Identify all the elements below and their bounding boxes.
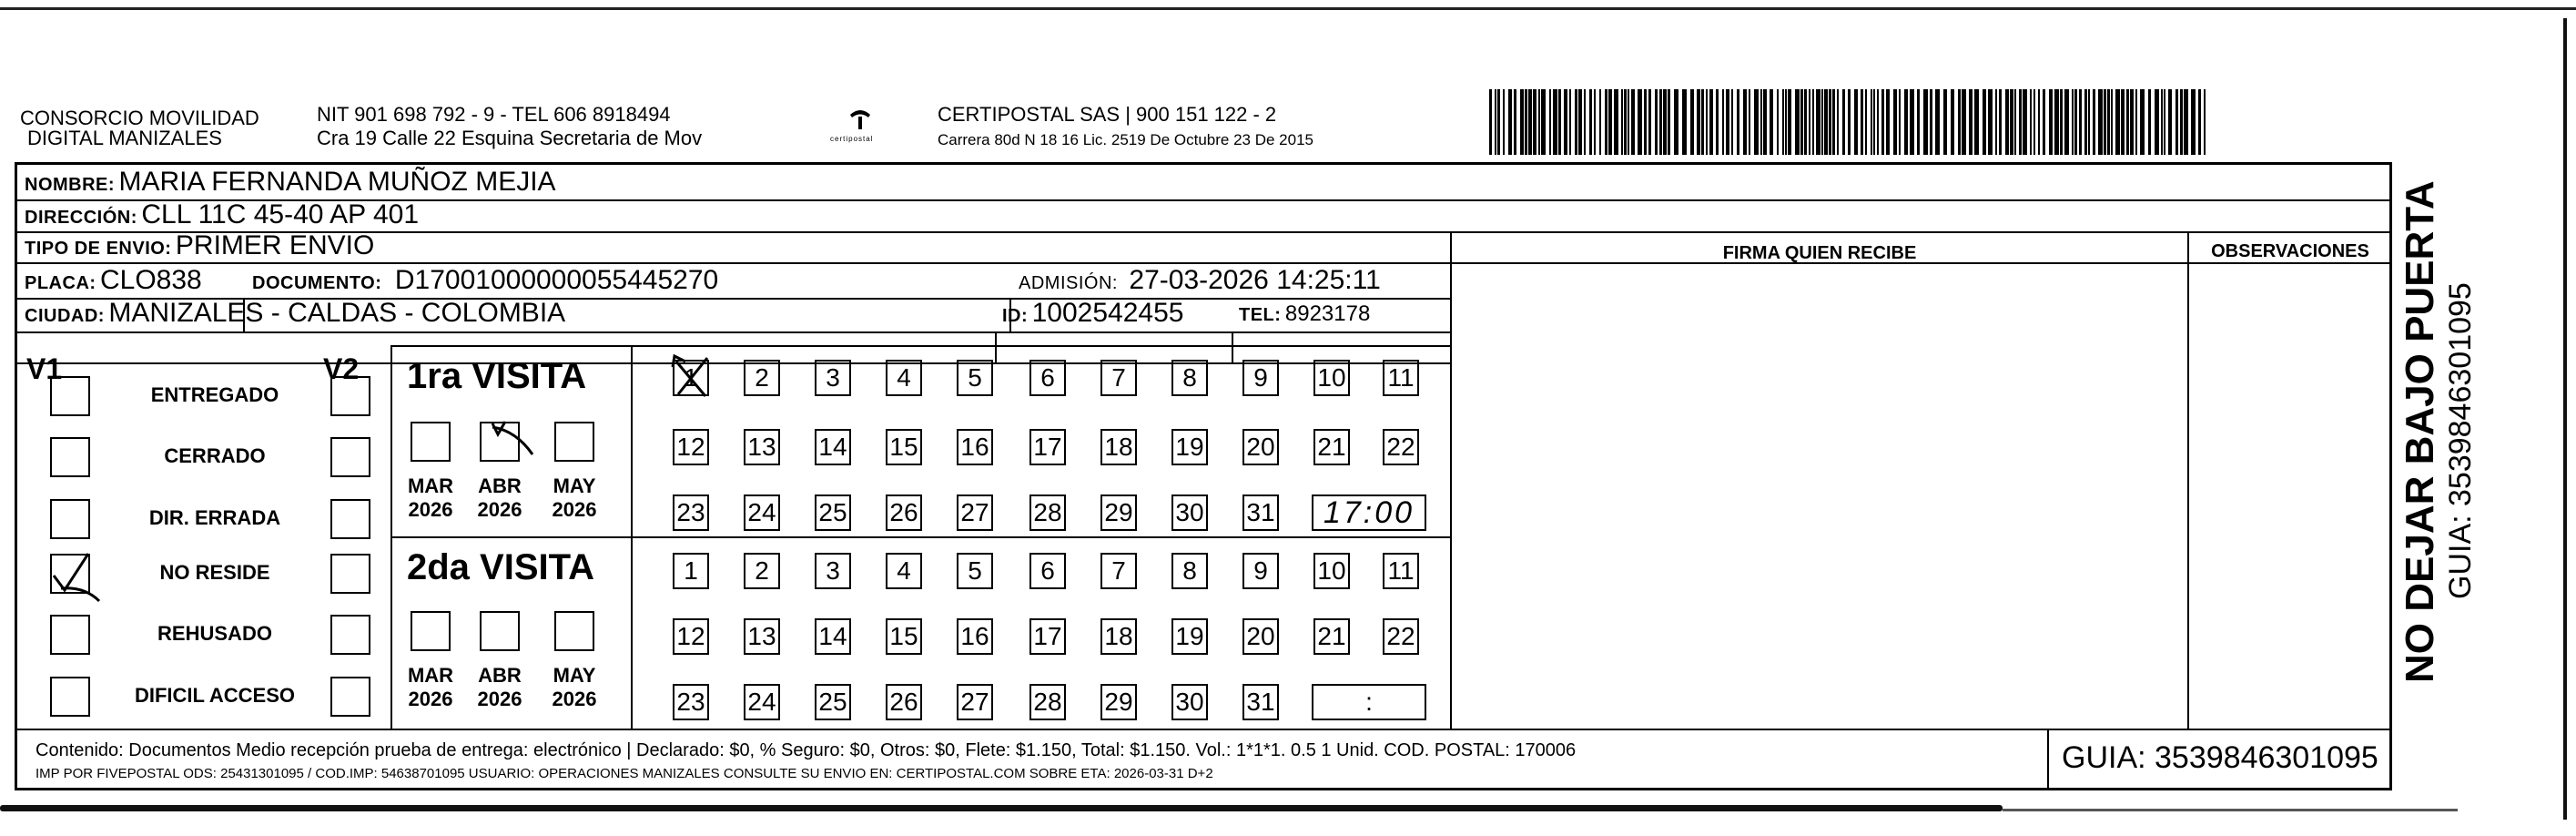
v2-status-checkbox[interactable] <box>330 376 370 416</box>
tipo-envio-value: PRIMER ENVIO <box>175 230 375 260</box>
first-visit-day[interactable] <box>1383 429 1419 465</box>
second-visit-day[interactable] <box>1029 684 1066 720</box>
day-number: 18 <box>1104 622 1133 650</box>
day-number: 30 <box>1175 498 1204 526</box>
second-visit-day[interactable] <box>957 553 993 589</box>
second-visit-day[interactable] <box>815 684 851 720</box>
second-visit-day[interactable] <box>1100 618 1137 655</box>
day-number: 6 <box>1040 363 1055 392</box>
nombre-value: MARIA FERNANDA MUÑOZ MEJIA <box>118 167 556 197</box>
first-visit-day[interactable] <box>957 494 993 531</box>
time-value: : <box>1365 688 1373 716</box>
v1-label: V1 <box>26 352 63 385</box>
day-number: 15 <box>889 433 918 461</box>
footer-print-line: IMP POR FIVEPOSTAL ODS: 25431301095 / COD.IMP: 54638701095 USUARIO: OPERACIONES MANIZALES CONSULTE SU ENVIO EN: CERTIPOSTAL.COM SOBRE ETA: 2026-03-31 D+2 <box>35 766 1213 781</box>
day-number: 22 <box>1386 433 1415 461</box>
company-nit: NIT 901 698 792 - 9 - TEL 606 8918494 <box>317 103 671 126</box>
day-check-mark <box>669 354 718 410</box>
month-label: ABR <box>478 474 522 497</box>
first-visit-day[interactable] <box>957 360 993 396</box>
ciudad-value: MANIZALES - CALDAS - COLOMBIA <box>108 298 566 328</box>
day-number: 1 <box>684 363 698 392</box>
second-visit-day[interactable] <box>815 618 851 655</box>
first-visit-time[interactable] <box>1312 494 1426 531</box>
status-label: CERRADO <box>164 444 266 467</box>
first-visit-day[interactable] <box>1242 429 1279 465</box>
second-visit-day[interactable] <box>1100 684 1137 720</box>
day-number: 9 <box>1253 556 1268 585</box>
first-visit-day[interactable] <box>1171 429 1208 465</box>
day-number: 15 <box>889 622 918 650</box>
month-year-label <box>547 474 602 522</box>
year-label: 2026 <box>408 498 453 521</box>
documento-value: D17001000000055445270 <box>394 265 719 295</box>
v1-status-checkbox[interactable] <box>50 677 90 717</box>
day-number: 25 <box>818 688 847 716</box>
second-visit-day[interactable] <box>1171 618 1208 655</box>
courier-name: CERTIPOSTAL SAS | 900 151 122 - 2 <box>938 103 1277 126</box>
day-number: 29 <box>1104 688 1133 716</box>
id-value: 1002542455 <box>1031 298 1184 328</box>
day-number: 16 <box>960 622 989 650</box>
second-visit-day[interactable] <box>957 684 993 720</box>
status-label: REHUSADO <box>157 622 272 645</box>
first-visit-day[interactable] <box>673 360 709 396</box>
day-number: 31 <box>1246 688 1275 716</box>
nombre-label: NOMBRE: <box>25 175 116 195</box>
second-visit-day[interactable] <box>1171 684 1208 720</box>
month-year-label <box>547 664 602 711</box>
courier-logo <box>847 107 874 133</box>
day-number: 20 <box>1246 433 1275 461</box>
month-year-label <box>472 664 527 711</box>
first-visit-day[interactable] <box>886 429 922 465</box>
right-edge-line <box>2563 18 2567 820</box>
day-number: 21 <box>1317 433 1346 461</box>
v2-status-checkbox[interactable] <box>330 615 370 655</box>
nombre-row <box>25 167 556 198</box>
placa-cell <box>25 265 202 296</box>
time-value: 17:00 <box>1323 494 1415 530</box>
second-visit-day[interactable] <box>957 618 993 655</box>
second-visit-day[interactable] <box>886 684 922 720</box>
v1-status-checkbox[interactable] <box>50 499 90 539</box>
footer-content-line: Contenido: Documentos Medio recepción prueba de entrega: electrónico | Declarado: $0, % Seguro: $0, Otros: $0, Flete: $1.150, Total: $1.150. Vol.: 1*1*1. 0.5 1 Unid. COD. POSTAL: 170006 <box>35 740 1577 760</box>
day-number: 18 <box>1104 433 1133 461</box>
placa-label: PLACA: <box>25 273 96 293</box>
second-visit-day[interactable] <box>1029 553 1066 589</box>
tipo-envio-label: TIPO DE ENVIO: <box>25 239 172 259</box>
month-checkbox[interactable] <box>480 611 520 651</box>
second-visit-day[interactable] <box>673 684 709 720</box>
direccion-label: DIRECCIÓN: <box>25 208 137 228</box>
month-label: MAR <box>407 474 454 497</box>
day-number: 1 <box>684 556 698 585</box>
documento-label: DOCUMENTO: <box>252 273 382 293</box>
status-label: ENTREGADO <box>150 383 279 406</box>
first-visit-day[interactable] <box>1029 360 1066 396</box>
month-checkbox[interactable] <box>411 611 451 651</box>
v1-status-checkbox[interactable] <box>50 437 90 477</box>
tel-value: 8923178 <box>1284 301 1371 326</box>
col-divider <box>2047 729 2049 790</box>
first-visit-day[interactable] <box>1171 360 1208 396</box>
first-visit-day[interactable] <box>1029 494 1066 531</box>
first-visit-day[interactable] <box>1242 494 1279 531</box>
second-visit-day[interactable] <box>1383 553 1419 589</box>
first-visit-day[interactable] <box>1100 494 1137 531</box>
day-number: 26 <box>889 498 918 526</box>
second-visit-title: 2da VISITA <box>407 547 594 587</box>
status-label: NO RESIDE <box>159 561 270 584</box>
first-visit-day[interactable] <box>744 494 780 531</box>
day-number: 24 <box>747 498 776 526</box>
day-number: 14 <box>818 622 847 650</box>
day-number: 2 <box>755 363 769 392</box>
row-divider <box>17 331 1452 333</box>
tel-label: TEL: <box>1239 305 1282 325</box>
day-number: 23 <box>676 498 705 526</box>
day-number: 13 <box>747 433 776 461</box>
day-number: 13 <box>747 622 776 650</box>
admision-value: 27-03-2026 14:25:11 <box>1129 265 1381 295</box>
day-number: 27 <box>960 498 989 526</box>
day-number: 28 <box>1033 498 1062 526</box>
bottom-edge-line <box>2003 809 2458 811</box>
day-number: 3 <box>826 363 840 392</box>
second-visit-day[interactable] <box>744 618 780 655</box>
second-visit-day[interactable] <box>1313 618 1350 655</box>
day-number: 11 <box>1387 556 1415 585</box>
second-visit-day[interactable] <box>1383 618 1419 655</box>
day-number: 27 <box>960 688 989 716</box>
month-checkbox[interactable] <box>554 422 594 462</box>
second-visit-day[interactable] <box>673 553 709 589</box>
day-number: 6 <box>1040 556 1055 585</box>
second-visit-day[interactable] <box>1313 553 1350 589</box>
col-divider <box>2187 231 2189 729</box>
month-year-label <box>403 474 458 522</box>
day-number: 30 <box>1175 688 1204 716</box>
year-label: 2026 <box>552 688 597 710</box>
second-visit-day[interactable] <box>886 553 922 589</box>
firma-header: FIRMA QUIEN RECIBE <box>1722 243 1917 263</box>
first-visit-day[interactable] <box>1029 429 1066 465</box>
month-year-label <box>472 474 527 522</box>
first-visit-day[interactable] <box>744 360 780 396</box>
side-guia: GUIA: 3539846301095 <box>2443 282 2478 599</box>
month-checkbox[interactable] <box>480 422 520 462</box>
day-number: 3 <box>826 556 840 585</box>
month-label: MAR <box>407 664 454 687</box>
placa-value: CLO838 <box>100 265 202 295</box>
side-warning: NO DEJAR BAJO PUERTA <box>2398 180 2442 683</box>
day-number: 28 <box>1033 688 1062 716</box>
company-name-line2: DIGITAL MANIZALES <box>27 127 222 149</box>
day-number: 5 <box>968 363 982 392</box>
day-number: 10 <box>1317 556 1346 585</box>
month-label: ABR <box>478 664 522 687</box>
first-visit-day[interactable] <box>1383 360 1419 396</box>
month-checkbox[interactable] <box>411 422 451 462</box>
v1-status-checkbox[interactable] <box>50 376 90 416</box>
second-visit-day[interactable] <box>1242 618 1279 655</box>
day-number: 20 <box>1246 622 1275 650</box>
delivery-form <box>15 162 2392 790</box>
v2-status-checkbox[interactable] <box>330 437 370 477</box>
admision-cell <box>1019 265 1381 296</box>
second-visit-day[interactable] <box>1100 553 1137 589</box>
day-number: 12 <box>676 433 705 461</box>
v2-status-checkbox[interactable] <box>330 677 370 717</box>
status-label: DIFICIL ACCESO <box>134 684 295 707</box>
first-visit-day[interactable] <box>1313 360 1350 396</box>
tel-cell <box>1239 301 1370 327</box>
day-number: 19 <box>1175 622 1204 650</box>
second-visit-time[interactable] <box>1312 684 1426 720</box>
footer-guia: GUIA: 3539846301095 <box>2062 740 2378 775</box>
first-visit-day[interactable] <box>1313 429 1350 465</box>
tipo-envio-row <box>25 230 374 261</box>
status-label: DIR. ERRADA <box>148 506 281 529</box>
admision-label: ADMISIÓN: <box>1019 273 1118 293</box>
first-visit-day[interactable] <box>1242 360 1279 396</box>
top-edge-line <box>0 7 2576 10</box>
v2-label: V2 <box>323 352 360 385</box>
year-label: 2026 <box>477 498 522 521</box>
ciudad-label: CIUDAD: <box>25 306 105 326</box>
tracking-barcode <box>1489 89 2214 155</box>
day-number: 7 <box>1111 363 1126 392</box>
documento-cell <box>252 265 718 296</box>
first-visit-day[interactable] <box>815 494 851 531</box>
v2-status-checkbox[interactable] <box>330 499 370 539</box>
second-visit-day[interactable] <box>1242 684 1279 720</box>
v1-status-checkbox[interactable] <box>50 615 90 655</box>
id-label: ID: <box>1002 306 1029 326</box>
month-label: MAY <box>553 474 596 497</box>
direccion-value: CLL 11C 45-40 AP 401 <box>141 199 420 229</box>
day-number: 17 <box>1033 622 1062 650</box>
direccion-row <box>25 199 419 230</box>
year-label: 2026 <box>552 498 597 521</box>
day-number: 4 <box>897 363 911 392</box>
day-number: 8 <box>1182 363 1197 392</box>
courier-logo-caption: certipostal <box>830 135 874 143</box>
first-visit-day[interactable] <box>1171 494 1208 531</box>
first-visit-title: 1ra VISITA <box>407 356 587 396</box>
ciudad-cell <box>25 298 565 329</box>
second-visit-day[interactable] <box>673 618 709 655</box>
first-visit-day[interactable] <box>886 494 922 531</box>
month-label: MAY <box>553 664 596 687</box>
day-number: 4 <box>897 556 911 585</box>
month-year-label <box>403 664 458 711</box>
day-number: 29 <box>1104 498 1133 526</box>
day-number: 2 <box>755 556 769 585</box>
day-number: 7 <box>1111 556 1126 585</box>
second-visit-day[interactable] <box>744 684 780 720</box>
day-number: 19 <box>1175 433 1204 461</box>
v2-status-checkbox[interactable] <box>330 554 370 594</box>
first-visit-day[interactable] <box>1100 429 1137 465</box>
day-number: 16 <box>960 433 989 461</box>
day-number: 23 <box>676 688 705 716</box>
first-visit-day[interactable] <box>957 429 993 465</box>
bottom-edge-line <box>0 805 2003 811</box>
day-number: 26 <box>889 688 918 716</box>
id-cell <box>1002 298 1183 329</box>
day-number: 21 <box>1317 622 1346 650</box>
day-number: 5 <box>968 556 982 585</box>
v1-status-checkbox[interactable] <box>50 554 90 594</box>
day-number: 10 <box>1317 363 1346 392</box>
second-visit-day[interactable] <box>1029 618 1066 655</box>
second-visit-day[interactable] <box>1171 553 1208 589</box>
day-number: 8 <box>1182 556 1197 585</box>
month-checkbox[interactable] <box>554 611 594 651</box>
day-number: 11 <box>1387 363 1415 392</box>
courier-license: Carrera 80d N 18 16 Lic. 2519 De Octubre 23 De 2015 <box>938 131 1313 148</box>
second-visit-day[interactable] <box>1242 553 1279 589</box>
day-number: 17 <box>1033 433 1062 461</box>
visit-col-divider <box>631 345 633 730</box>
visit-divider <box>390 536 1452 538</box>
day-number: 24 <box>747 688 776 716</box>
first-visit-day[interactable] <box>744 429 780 465</box>
day-number: 9 <box>1253 363 1268 392</box>
first-visit-day[interactable] <box>815 429 851 465</box>
first-visit-day[interactable] <box>673 494 709 531</box>
year-label: 2026 <box>477 688 522 710</box>
year-label: 2026 <box>408 688 453 710</box>
second-visit-day[interactable] <box>815 553 851 589</box>
day-number: 22 <box>1386 622 1415 650</box>
second-visit-day[interactable] <box>886 618 922 655</box>
observaciones-underline <box>2189 262 2389 264</box>
first-visit-day[interactable] <box>673 429 709 465</box>
company-address: Cra 19 Calle 22 Esquina Secretaria de Mov <box>317 127 703 149</box>
second-visit-day[interactable] <box>744 553 780 589</box>
day-number: 14 <box>818 433 847 461</box>
company-name-line1: CONSORCIO MOVILIDAD <box>20 107 259 129</box>
observaciones-header: OBSERVACIONES <box>2211 241 2369 261</box>
first-visit-day[interactable] <box>886 360 922 396</box>
first-visit-day[interactable] <box>815 360 851 396</box>
day-number: 12 <box>676 622 705 650</box>
day-number: 25 <box>818 498 847 526</box>
first-visit-day[interactable] <box>1100 360 1137 396</box>
day-number: 31 <box>1246 498 1275 526</box>
